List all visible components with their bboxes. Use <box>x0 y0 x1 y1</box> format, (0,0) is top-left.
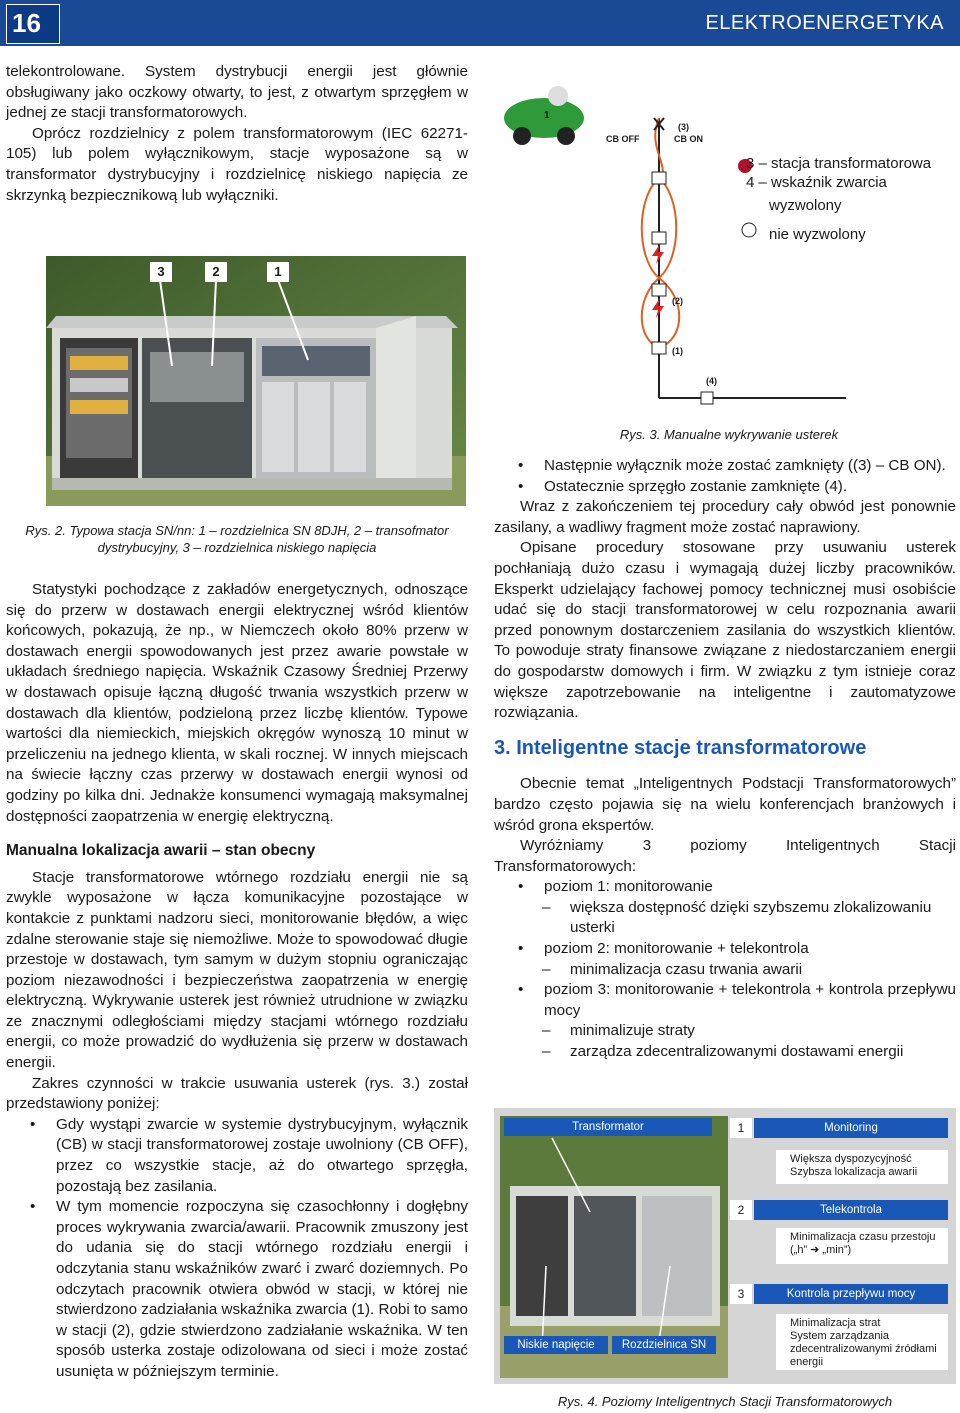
left-top-text <box>6 62 468 206</box>
step-2-label: (2) <box>672 296 683 306</box>
list-item: • Gdy wystąpi zwarcie w systemie dystrybucyjnym, wyłącznik (CB) w stacji transformatorowej zostaje uwolniony (CB OFF), przez co wszystkie stacje, aż do otwartego sprzęgła, pozostają bez zasilania. <box>6 1115 468 1197</box>
levels-list <box>494 939 956 960</box>
level-sublist <box>494 898 956 939</box>
fig3-caption: Rys. 3. Manualne wykrywanie usterek <box>619 427 839 442</box>
level-item: • poziom 1: monitorowanie <box>494 877 956 898</box>
level-item: • poziom 2: monitorowanie + telekontrola <box>494 939 956 960</box>
paragraph: Opisane procedury stosowane przy usuwaniu usterek pochłaniają dużo czasu i wymagają dużej liczby pracowników. Eksperkt udzielający fachowej pomocy technicznej musi osobiście udać się do stacji transformatorowej w celu rozpoznania awarii przed ponownym dostarczeniem zasilania do wszystkich klientów. To powoduje straty finansowe związane z niedostarczaniem energii do gospodarstw domowych i firm. W związku z tym istnieje coraz większe zapotrzebowanie na inteligentne i zautomatyzowe rozwiązania. <box>494 539 956 722</box>
paragraph: Obecnie temat „Inteligentnych Podstacji Transformatorowych” bardzo często pojawia się na wielu konferencjach branżowych i wśród grona ekspertów. <box>494 775 956 834</box>
level-item: • poziom 3: monitorowanie + telekontrola + kontrola przepływu mocy <box>494 980 956 1021</box>
step-4-label: (4) <box>706 376 717 386</box>
level-1-number: 1 <box>730 1118 752 1138</box>
legend-3: 3 – stacja transformatorowa <box>746 155 932 172</box>
page-number: 16 <box>12 8 41 38</box>
cb-on-label: CB ON <box>674 134 703 144</box>
level-sublist <box>494 960 956 981</box>
level-1-benefits <box>776 1150 948 1184</box>
marker-3: 3 <box>150 262 172 282</box>
benefit: („h” ➜ „min”) <box>790 1244 852 1256</box>
sub-item: – zarządza zdecentralizowanymi dostawami energii <box>494 1042 956 1063</box>
level-2-number: 2 <box>730 1200 752 1220</box>
level-3-title: Kontrola przepływu mocy <box>754 1284 948 1304</box>
paragraph: Stacje transformatorowe wtórnego rozdziału energii nie są zwykle wyposażone w łącza komunikacyjne pozostające w kontakcie z punktami nadzoru sieci, monitorowanie błędów, a więc zdalne sterowanie staje się niemożliwe. Może to spowodować długie przestoje w dostawach, tym samym w dużym stopniu ograniczając poziom niezawodności i bezpieczeństwa zaopatrzenia w energię elektryczną. Wykrywanie usterek jest również utrudnione w związku ze znacznymi odległościami między stacjami wtórnego rozdziału energii, co może prowadzić do wydłużenia się przerw w dostawach energii. <box>6 868 468 1072</box>
left-main-text <box>6 580 468 1383</box>
benefit: Minimalizacja czasu przestoju <box>790 1231 936 1243</box>
section-heading: 3. Inteligentne stacje transformatorowe <box>494 736 867 759</box>
fig2-caption: Rys. 2. Typowa stacja SN/nn: 1 – rozdzielnica SN 8DJH, 2 – transofmator dystrybucyjny, 3 – rozdzielnica niskiego napięcia <box>25 523 449 555</box>
list-item: • Następnie wyłącznik może zostać zamknięty ((3) – CB ON). <box>494 456 956 477</box>
sub-item: – minimalizuje straty <box>494 1021 956 1042</box>
list-item: • Ostatecznie sprzęgło zostanie zamknięte (4). <box>494 477 956 498</box>
fault-diagram <box>496 78 960 418</box>
switchgear-label: Rozdzielnica SN <box>612 1336 716 1354</box>
paragraph: Zakres czynności w trakcie usuwania usterek (rys. 3.) został przedstawiony poniżej: <box>6 1074 468 1113</box>
step-3-label: (3) <box>678 122 689 132</box>
level-2-benefits <box>776 1228 948 1264</box>
paragraph: telekontrolowane. System dystrybucji energii jest głównie obsługiwany jako oczkowy otwarty, to jest, z otwartym sprzęgłem w jednej ze stacji transformatorowych. <box>6 63 468 122</box>
marker-2: 2 <box>205 262 227 282</box>
marker-1: 1 <box>267 262 289 282</box>
paragraph: Oprócz rozdzielnicy z polem transformatorowym (IEC 62271-105) lub polem wyłącznikowym, stacje wyposażone są w transformator dystrybucyjny i rozdzielnicę niskiego napięcia ze skrzynką bezpiecznikową lub wyłączniki. <box>6 124 468 204</box>
fig4-caption: Rys. 4. Poziomy Inteligentnych Stacji Transformatorowych <box>557 1394 893 1409</box>
legend <box>746 154 931 244</box>
level-sublist <box>494 1021 956 1062</box>
list-item: • W tym momencie rozpoczyna się czasochłonny i dogłębny proces wykrywania zwarcia/awarii. Pracownik zmuszony jest do udania się do stacji wtórnego rozdziału energii i odczytania stanu wskaźników zwarć i zwarć doziemnych. Po odczytach pracownik otwiera obwód w stacji, w której nie stwierdzono zadziałania wskaźnika zwarcia (1). Robi to samo w stacji (2), gdzie stwierdzono zadziałanie wskaźnika. W ten sposób usterka zostaje odizolowana od sieci i może zostać usunięta w późniejszym terminie. <box>6 1197 468 1382</box>
page-header <box>0 0 960 46</box>
benefit: Minimalizacja strat <box>790 1317 881 1329</box>
level-1-title: Monitoring <box>754 1118 948 1138</box>
benefit: System zarządzania zdecentralizowanymi źródłami energii <box>790 1330 937 1368</box>
level-3-number: 3 <box>730 1284 752 1304</box>
low-voltage-label: Niskie napięcie <box>504 1336 608 1354</box>
legend-4: 4 – wskaźnik zwarcia <box>746 174 887 191</box>
legend-triggered: wyzwolony <box>769 197 842 214</box>
sub-item: – większa dostępność dzięki szybszemu zlokalizowaniu usterki <box>494 898 956 939</box>
paragraph: Wyróżniamy 3 poziomy Inteligentnych Stacji Transformatorowych: <box>494 837 956 875</box>
car-number: 1 <box>544 110 550 121</box>
levels-list <box>494 980 956 1021</box>
right-text <box>494 456 956 1063</box>
substation-photo <box>46 256 466 506</box>
steps-list <box>494 456 956 497</box>
level-2-title: Telekontrola <box>754 1200 948 1220</box>
procedure-list <box>6 1115 468 1383</box>
legend-not-triggered: nie wyzwolony <box>769 226 866 243</box>
subheading: Manualna lokalizacja awarii – stan obecny <box>6 842 316 860</box>
smart-substation-figure <box>494 1108 956 1384</box>
benefit: Szybsza lokalizacja awarii <box>790 1166 918 1178</box>
paragraph: Wraz z zakończeniem tej procedury cały obwód jest ponownie zasilany, a wadliwy fragment może zostać naprawiony. <box>494 498 956 536</box>
level-3-benefits <box>776 1314 948 1370</box>
sub-item: – minimalizacja czasu trwania awarii <box>494 960 956 981</box>
levels-list <box>494 877 956 898</box>
paragraph: Statystyki pochodzące z zakładów energetycznych, odnoszące się do przerw w dostawach energii elektrycznej wśród klientów końcowych, pokazują, że np., w Niemczech około 80% przerw w dostawach energii spowodowanych jest przez awarie powstałe w układach średniego napięcia. Wskaźnik Czasowy Średniej Przerwy w dostawach opisuje łączną długość trwania wszystkich przerw w dostawach dla klientów, podzieloną przez liczbę klientów. Typowe wartości dla niemieckich, miejskich okręgów wynoszą 10 minut w przeliczeniu na jednego klienta, w skali rocznej. W innych miejscach na świecie łączny czas przerwy w dostawach energii wynosi od godziny po kilka dni. Jednakże konsumenci wymagają maksymalnej dostępności zaopatrzenia w energię elektryczną. <box>6 581 468 825</box>
transformer-label: Transformator <box>504 1118 712 1136</box>
step-1-label: (1) <box>672 346 683 356</box>
section-title: ELEKTROENERGETYKA <box>705 12 944 34</box>
cb-off-label: CB OFF <box>606 134 640 144</box>
benefit: Większa dyspozycyjność <box>790 1153 912 1165</box>
